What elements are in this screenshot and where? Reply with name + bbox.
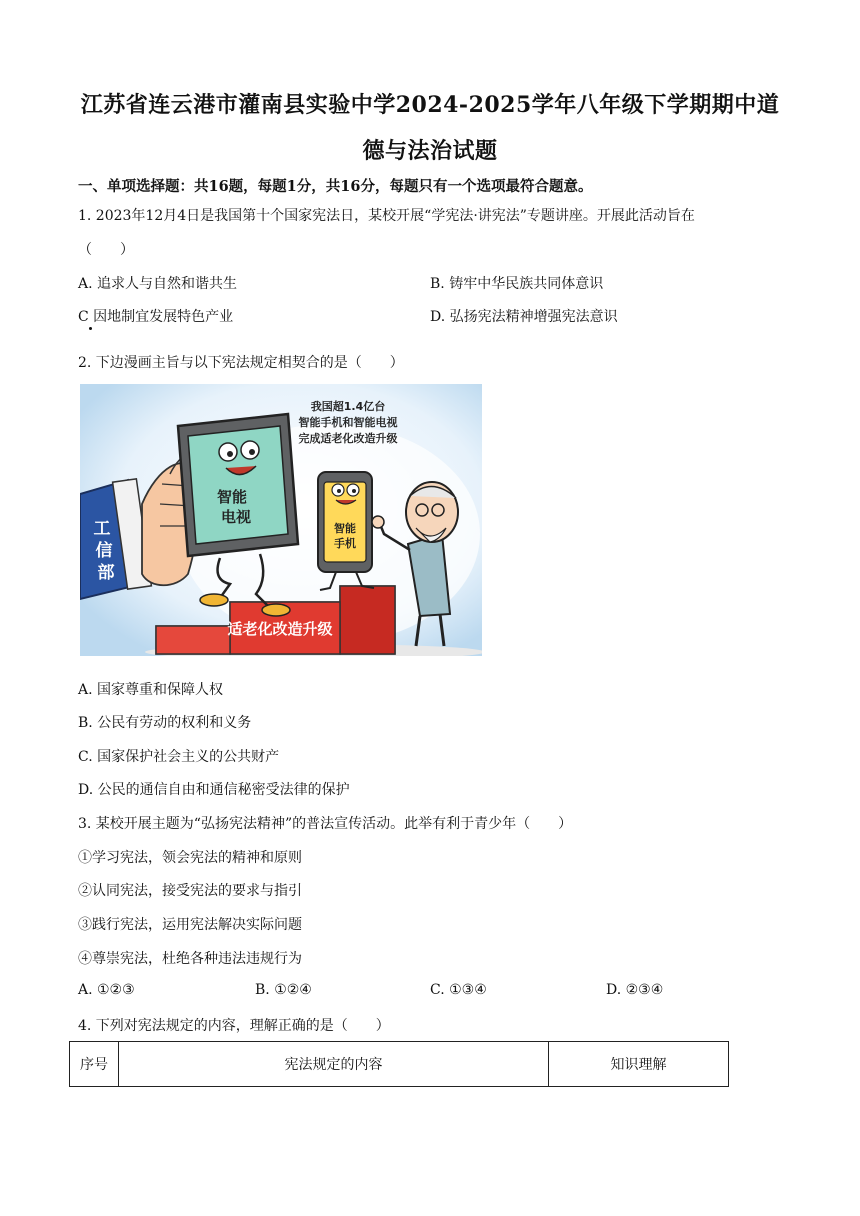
q3-option-d: D. ②③④ [606, 982, 664, 998]
q3-item-3: ③践行宪法，运用宪法解决实际问题 [78, 917, 302, 933]
q4-stem: 4. 下列对宪法规定的内容，理解正确的是（ ） [78, 1018, 390, 1034]
caption-line3: 完成适老化改造升级 [298, 432, 398, 445]
q1-option-d: D. 弘扬宪法精神增强宪法意识 [430, 309, 618, 325]
q3-option-c: C. ①③④ [430, 982, 487, 998]
table-header-row [70, 1042, 729, 1087]
q2-option-a: A. 国家尊重和保障人权 [78, 682, 224, 698]
q1-option-a: A. 追求人与自然和谐共生 [78, 276, 238, 292]
stray-dot [89, 327, 92, 330]
q4-table [69, 1041, 729, 1087]
section-heading: 一、单项选择题：共16题，每题1分，共16分，每题只有一个选项最符合题意。 [78, 178, 593, 195]
q2-option-b: B. 公民有劳动的权利和义务 [78, 715, 252, 731]
dept-label-1: 工 [93, 519, 111, 539]
stairs-label: 适老化改造升级 [227, 620, 333, 638]
cartoon-illustration [80, 384, 482, 656]
tv-label-1: 智能 [216, 488, 248, 506]
q3-item-2: ②认同宪法，接受宪法的要求与指引 [78, 883, 302, 899]
caption-line1: 我国超1.4亿台 [310, 400, 386, 413]
dept-label-2: 信 [95, 541, 113, 561]
q1-stem-line1: 1. 2023年12月4日是我国第十个国家宪法日，某校开展“学宪法·讲宪法”专题讲座。开展此活动旨在 [78, 208, 695, 224]
page-title-line2: 德与法治试题 [362, 138, 498, 164]
q2-option-d: D. 公民的通信自由和通信秘密受法律的保护 [78, 782, 350, 798]
caption-line2: 智能手机和智能电视 [298, 416, 398, 429]
q3-stem: 3. 某校开展主题为“弘扬宪法精神”的普法宣传活动。此举有利于青少年（ ） [78, 816, 573, 832]
table-header-cell: 宪法规定的内容 [119, 1042, 549, 1087]
q3-item-1: ①学习宪法，领会宪法的精神和原则 [78, 850, 302, 866]
q1-option-c: C 因地制宜发展特色产业 [78, 309, 234, 325]
q2-option-c: C. 国家保护社会主义的公共财产 [78, 749, 280, 765]
q1-option-b: B. 铸牢中华民族共同体意识 [430, 276, 604, 292]
q1-stem-line2: （ ） [78, 242, 134, 258]
phone-label-2: 手机 [334, 537, 356, 550]
cartoon-svg [80, 384, 482, 656]
q3-option-a: A. ①②③ [78, 982, 135, 998]
q2-stem: 2. 下边漫画主旨与以下宪法规定相契合的是（ ） [78, 355, 404, 371]
page-title-line1: 江苏省连云港市灌南县实验中学2024-2025学年八年级下学期期中道 [80, 92, 780, 118]
q3-item-4: ④尊崇宪法，杜绝各种违法违规行为 [78, 951, 302, 967]
table-header-cell: 序号 [70, 1042, 119, 1087]
tv-label-2: 电视 [220, 508, 252, 526]
phone-label-1: 智能 [334, 522, 356, 535]
table-header-cell: 知识理解 [549, 1042, 729, 1087]
q3-option-b: B. ①②④ [255, 982, 312, 998]
dept-label-3: 部 [97, 563, 115, 583]
